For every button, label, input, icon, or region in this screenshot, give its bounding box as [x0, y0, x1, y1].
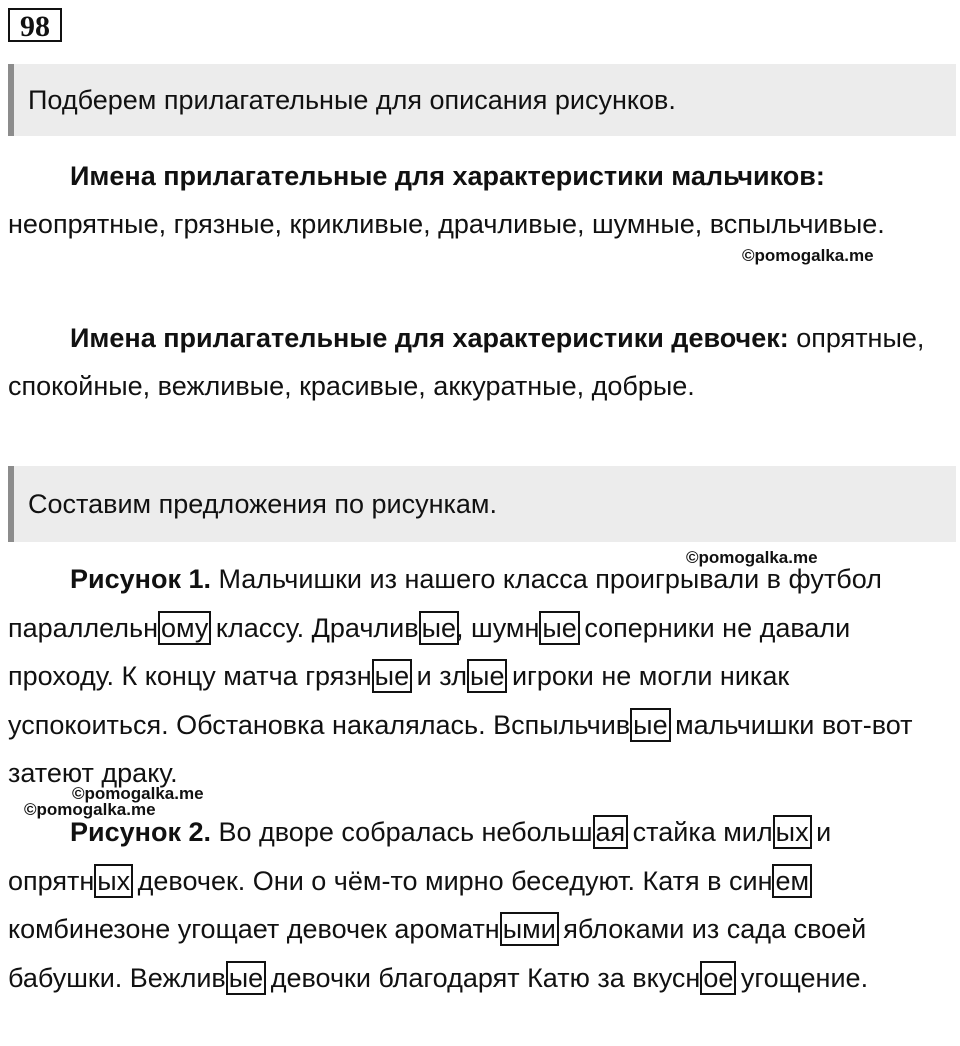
text-fragment: девочки благодарят Катю за вкусн: [263, 962, 701, 993]
highlighted-ending: ому: [158, 611, 211, 645]
highlighted-ending: ые: [539, 611, 579, 645]
text-fragment: мальчишки вот-вот затеют драку.: [8, 709, 913, 788]
girls-heading: Имена прилагательные для характеристики девочек:: [70, 323, 789, 353]
highlighted-ending: ые: [226, 961, 266, 995]
watermark: ©pomogalka.me: [24, 800, 156, 819]
watermark: ©pomogalka.me: [742, 246, 874, 265]
watermark: ©pomogalka.me: [686, 548, 818, 567]
text-fragment: соперники не давали проходу. К концу матча грязн: [8, 612, 851, 691]
highlighted-ending: ые: [419, 611, 459, 645]
highlighted-ending: ое: [700, 961, 736, 995]
text-fragment: комбинезоне угощает девочек ароматн: [8, 914, 500, 944]
text-fragment: классу. Драчлив: [208, 612, 419, 643]
girls-adjectives-paragraph: [8, 314, 952, 410]
text-fragment: , шумн: [456, 612, 540, 643]
boys-heading: Имена прилагательные для характеристики мальчиков:: [70, 161, 825, 191]
highlighted-ending: ые: [467, 659, 507, 693]
highlighted-ending: ые: [630, 708, 670, 742]
text-fragment: и зл: [409, 661, 468, 691]
section-banner-sentences: [8, 466, 956, 542]
text-fragment: Мальчишки из нашего класса проигрывали в футбол параллельн: [8, 564, 882, 643]
text-fragment: угощение.: [733, 962, 869, 993]
watermark: ©pomogalka.me: [72, 784, 204, 803]
text-fragment: девочек. Они о чём-то мирно беседуют. Катя в син: [130, 865, 773, 896]
text-fragment: и опрятн: [8, 817, 832, 896]
highlighted-ending: ем: [772, 864, 812, 898]
text-fragment: Во дворе собралась небольш: [210, 817, 593, 847]
girls-adjectives: опрятные, спокойные, вежливые, красивые, аккуратные, добрые.: [8, 323, 925, 401]
task-number: 98: [8, 8, 62, 42]
banner-text: Составим предложения по рисункам.: [28, 489, 497, 519]
highlighted-ending: ыми: [500, 912, 559, 946]
text-fragment: стайка мил: [625, 817, 773, 847]
highlighted-ending: ая: [593, 815, 629, 849]
highlighted-ending: ых: [94, 864, 133, 898]
highlighted-ending: ые: [372, 659, 412, 693]
banner-text: Подберем прилагательные для описания рисунков.: [28, 85, 676, 115]
picture1-text: [8, 564, 913, 788]
highlighted-ending: ых: [773, 815, 812, 849]
picture1-paragraph: [8, 555, 952, 798]
picture2-paragraph: [8, 808, 952, 1002]
boys-adjectives-paragraph: [8, 152, 952, 248]
picture2-label: Рисунок 2.: [70, 817, 211, 847]
boys-adjectives: неопрятные, грязные, крикливые, драчливые, шумные, вспыльчивые.: [8, 209, 885, 239]
text-fragment: яблоками из сада своей бабушки. Вежлив: [8, 914, 867, 993]
text-fragment: игроки не могли никак успокоиться. Обстановка накалялась. Вспыльчив: [8, 661, 790, 740]
section-banner-adjectives: [8, 64, 956, 136]
picture1-label: Рисунок 1.: [70, 564, 211, 594]
